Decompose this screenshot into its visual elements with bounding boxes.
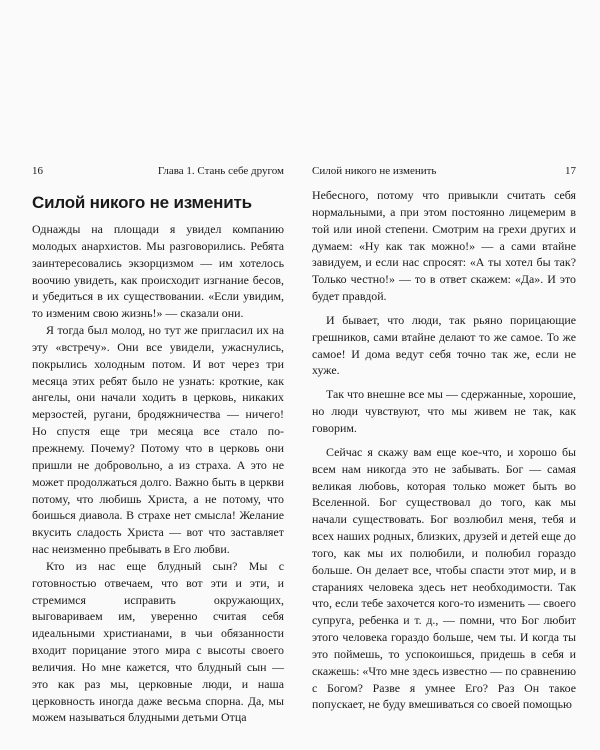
running-head-right: Силой никого не изменить [312,165,437,177]
right-page-body [312,187,576,713]
paragraph: Однажды на площади я увидел компанию молодых анархистов. Мы разговорились. Ребята заинтересовались экзорцизмом — им хотелось воочию увидеть, как происходит изгнание бесов, и убедиться в их существовании. «Если увидим, то изменим свою жизнь!» — сказали они. [32,222,284,321]
page-number-right: 17 [565,165,576,177]
paragraph: Небесного, потому что привыкли считать себя нормальными, а при этом постоянно лицемерим в той или иной степени. Смотрим на грехи других и думаем: «Ну как так можно!» — а сами втайне завидуем, и если нас спросят: «А ты хотел бы так? Только честно!» — то в ответ скажем: «Да». И это будет правдой. [312,188,576,304]
left-page-body [32,221,284,726]
right-page-header [312,163,576,179]
chapter-title: Силой никого не изменить [32,193,252,212]
paragraph: Кто из нас еще блудный сын? Мы с готовностью отвечаем, что вот эти и эти, и стремимся исправить окружающих, выговариваем им, уверенно считая себя идеальными христианами, в чьи обязанности входит порицание этого мира с высоты своего величия. Но мне кажется, что блудный сын — это как раз мы, церковные люди, и наша церковность иногда даже весьма спорна. Да, мы можем называться блудными детьми Отца [32,558,284,725]
paragraph: И бывает, что люди, так рьяно порицающие грешников, сами втайне делают то же самое. То же самое! И дома ведут себя точно так же, если не хуже. [312,312,576,378]
page-number-left: 16 [32,165,43,177]
paragraph: Так что внешне все мы — сдержанные, хорошие, но люди чувствуют, что мы живем не так, как говорим. [312,387,576,435]
paragraph: Сейчас я скажу вам еще кое-что, и хорошо бы всем нам никогда это не забывать. Бог — самая великая любовь, которая только может быть во Вселенной. Бог существовал до того, как мы начали существовать. Бог возлюбил меня, тебя и всех наших родных, близких, друзей и детей еще до того, как мы их полюбили, и полюбил гораздо больше. Он делает все, чтобы спасти этот мир, и в стараниях человека здесь нет необходимости. Так что, если тебе захочется кого-то изменить — своего супруга, ребенка и т. д., — помни, что Бог любит этого человека гораздо больше, чем ты. И когда ты это поймешь, то успокоишься, придешь в себя и скажешь: «Что мне здесь известно — по сравнению с Богом? Разве я умнее Его? Раз Он такое попускает, не буду вмешиваться со своей помощью [312,444,576,712]
left-page-header [32,163,284,179]
right-page [312,163,576,713]
running-head-left: Глава 1. Стань себе другом [157,165,284,177]
left-page [32,163,284,726]
paragraph: Я тогда был молод, но тут же пригласил их на эту «встречу». Они все увидели, ужаснулись, покрылись холодным потом. И вот через три месяца этих ребят было не узнать: кроткие, как ангелы, они начали ходить в церковь, никаких мерзостей, ругани, бродяжничества — ничего! Но спустя еще три месяца все стало по-прежнему. Почему? Потому что в церковь они пришли не добровольно, а из страха. А это не может продолжаться долго. Важно быть в церкви потому, что любишь Христа, а не потому, что боишься диавола. В страхе нет смысла! Желание вкусить сладость Христа — вот что заставляет нас неизменно пребывать в Его любви. [32,323,284,557]
